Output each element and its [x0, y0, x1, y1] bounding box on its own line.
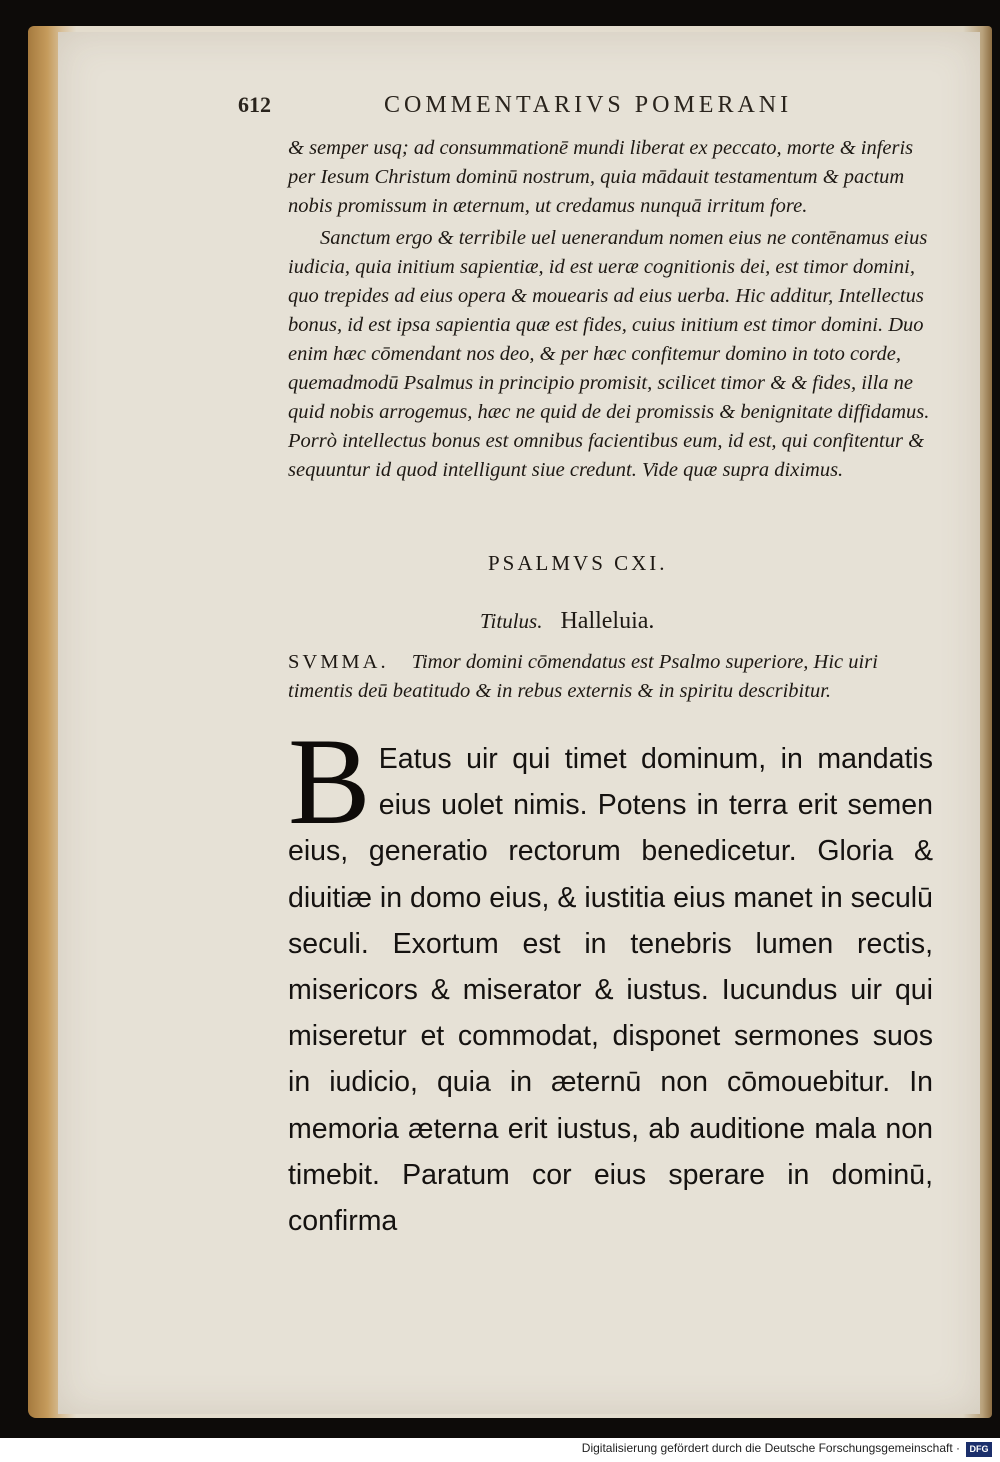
commentary-text-2: Sanctum ergo & terribile uel uenerandum nomen eius ne contēnamus eius iudicia, quia initium sapientiæ, id est ueræ cognitionis dei, est timor domini, quo trepides ad eius opera & mouearis ad eius uerba. Hic additur, Intellectus bonus, id est ipsa sapientia quæ est fides, cuius initium est timor domini. Duo enim hæc cōmendant nos deo, & per hæc confitemur domino in toto corde, quemadmodū Psalmus in principio promisit, scilicet timor & & fides, illa ne quid nobis arrogemus, hæc ne quid de dei promissis & benignitate diffidamus. Porrò intellectus bonus est omnibus facientibus eum, id est, qui confitentur & sequuntur id quod intelligunt siue credunt. Vide quæ supra diximus.	[288, 227, 930, 481]
summa-label: SVMMA.	[288, 651, 389, 673]
psalm-text: Eatus uir qui timet dominum, in mandatis eius uolet nimis. Potens in terra erit semen eius, generatio rectorum benedicetur. Gloria & diuitiæ in domo eius, & iustitia eius manet in seculū seculi. Exortum est in tenebris lumen rectis, misericors & miserator & iustus. Iucundus uir qui miseretur et commodat, disponet sermones suos in iudicio, quia in æternū non cōmouebitur. In memoria æterna erit iustus, ab auditione mala non timebit. Paratum cor eius sperare in dominū, confirma	[288, 743, 933, 1238]
psalm-summary	[288, 648, 938, 706]
footer-credit: Digitalisierung gefördert durch die Deutsche Forschungsgemeinschaft ·	[581, 1441, 960, 1455]
psalm-heading: PSALMVS CXI.	[488, 551, 668, 575]
titulus-text: Halleluia.	[560, 608, 655, 634]
running-title: COMMENTARIVS POMERANI	[384, 92, 793, 118]
commentary-text-1: & semper usq; ad consummationē mundi liberat ex peccato, morte & inferis per Iesum Christum dominū nostrum, quia mādauit testamentum & pactum nobis promissum in æternum, ut credamus nunquā irritum fore.	[288, 137, 914, 217]
commentary-paragraph-1	[288, 134, 943, 221]
titulus-label: Titulus.	[480, 609, 543, 633]
commentary-paragraph-2	[288, 224, 943, 485]
psalm-body	[288, 713, 933, 1244]
summa-text: Timor domini cōmendatus est Psalmo superiore, Hic uiri timentis deū beatitudo & in rebus externis & in spiritu describitur.	[288, 651, 878, 702]
drop-cap: B	[288, 713, 371, 850]
page-number: 612	[238, 92, 271, 117]
footer-bar	[0, 1438, 1000, 1462]
psalm-titulus	[480, 608, 654, 635]
running-head	[238, 92, 958, 128]
dfg-logo: DFG	[966, 1442, 992, 1457]
